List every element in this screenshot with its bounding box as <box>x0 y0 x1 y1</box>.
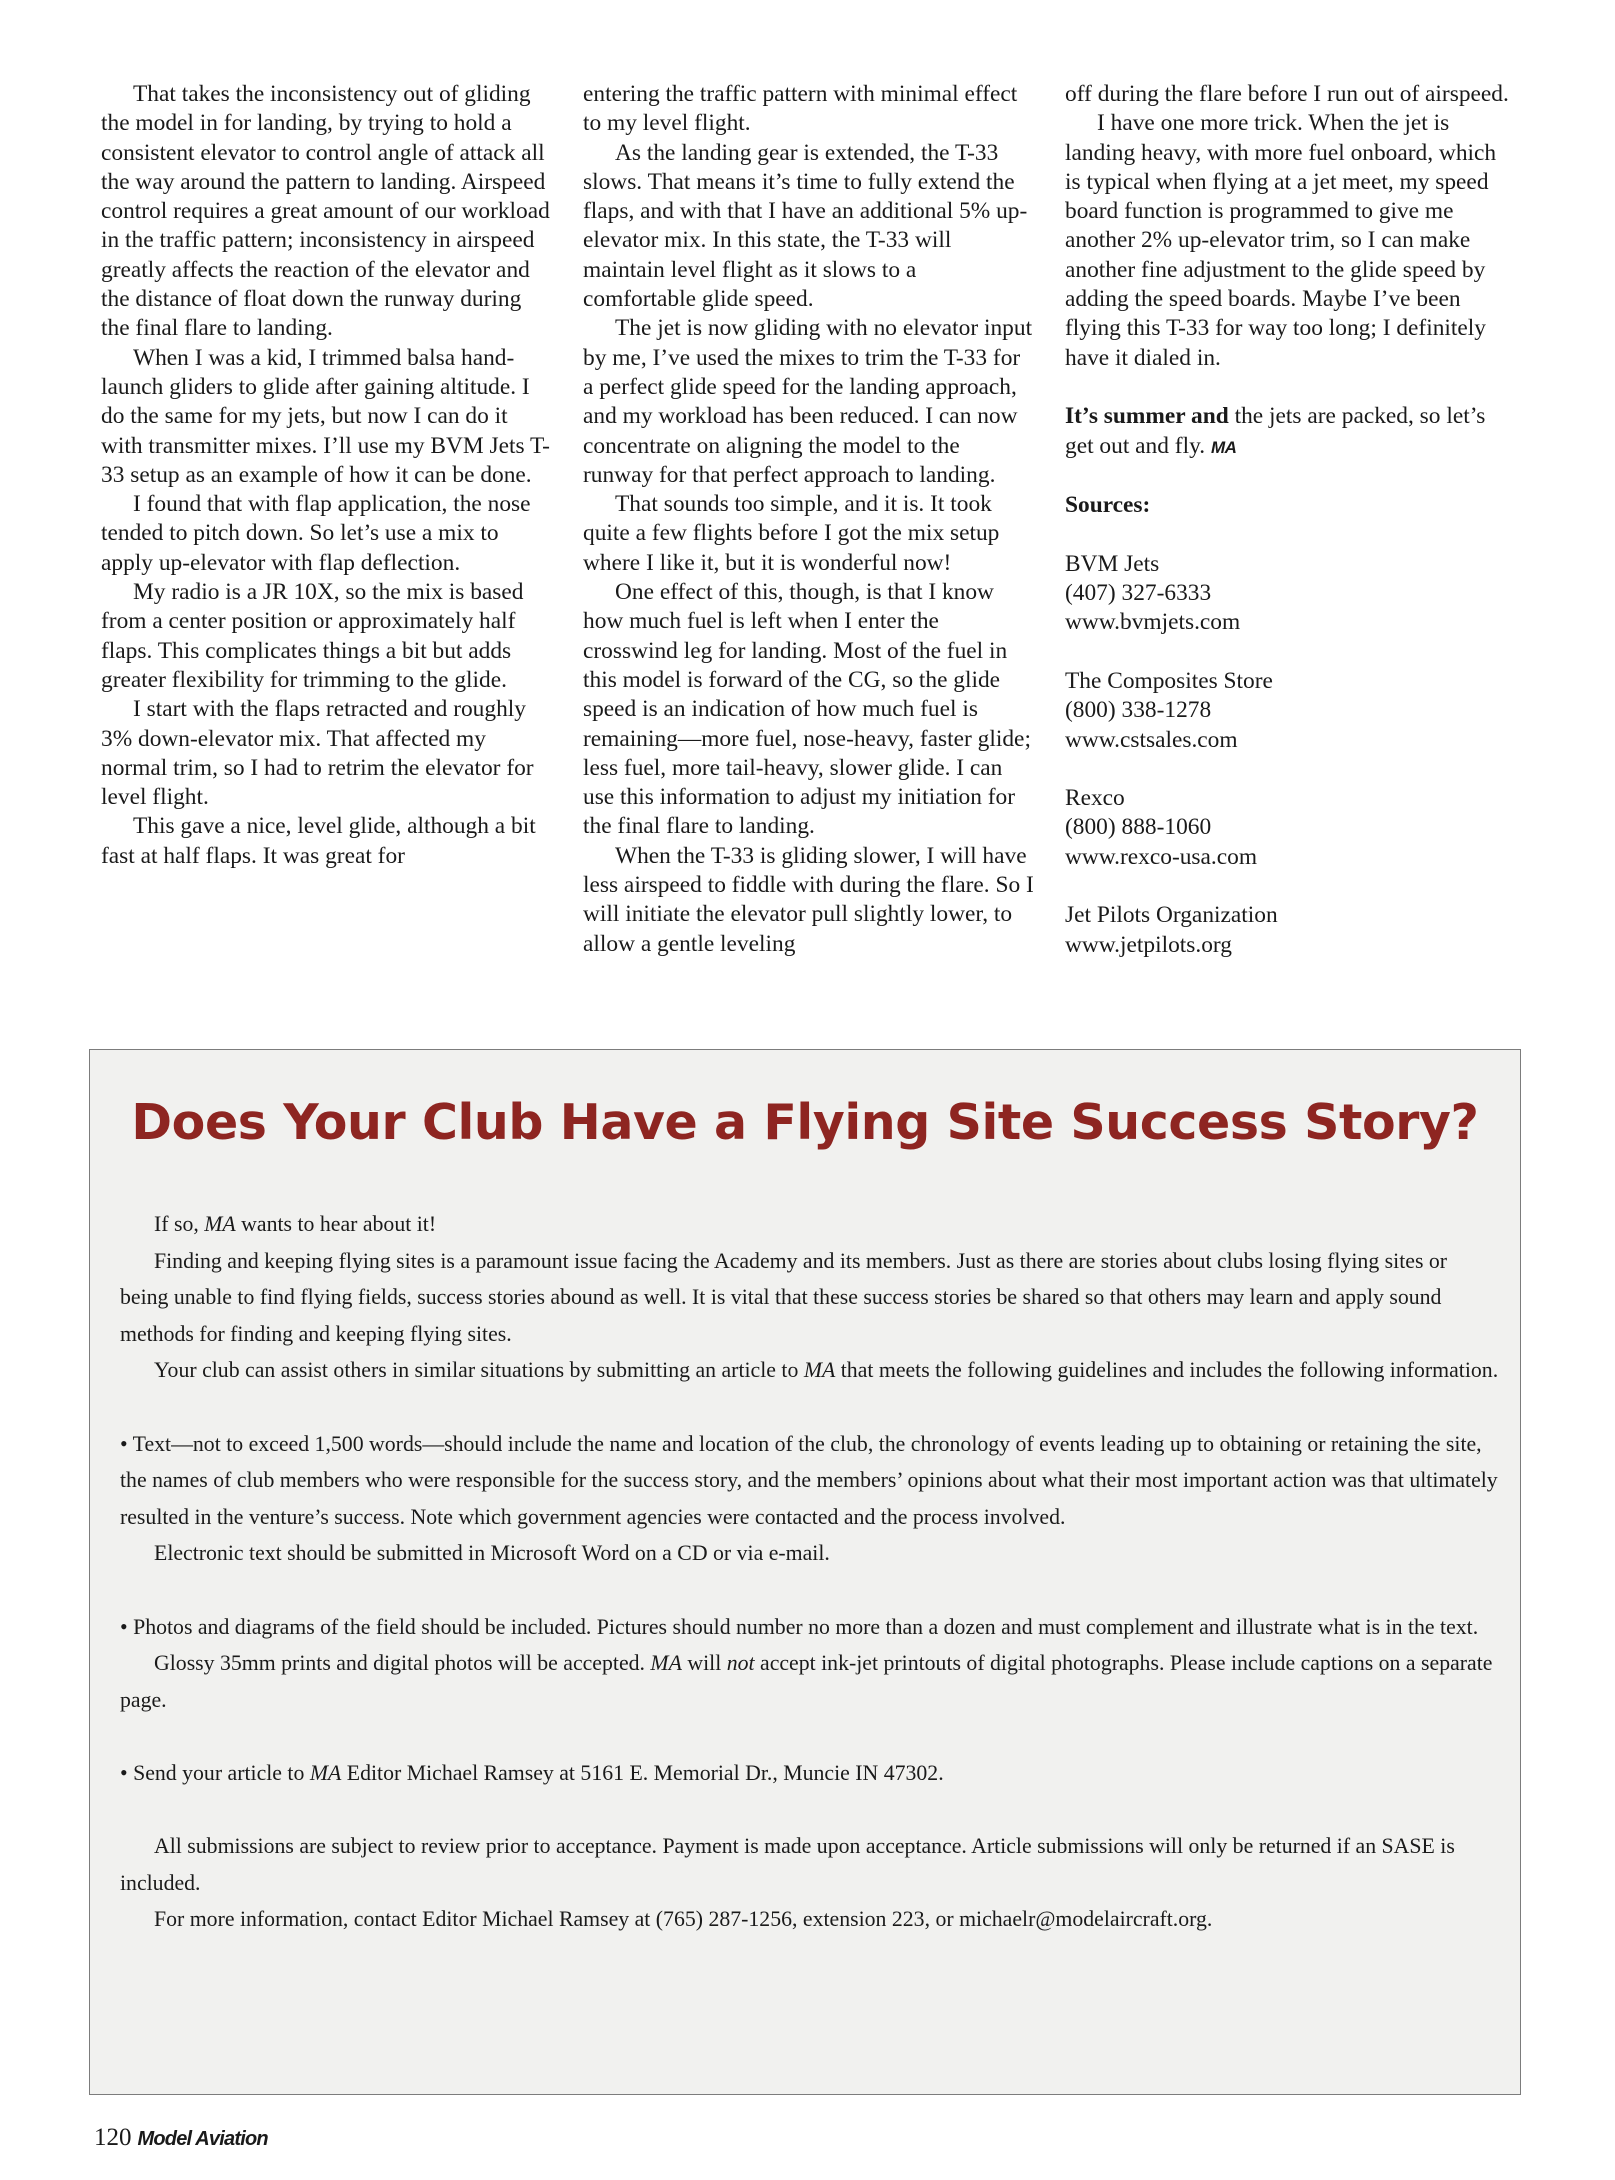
sidebar-paragraph: All submissions are subject to review prior to acceptance. Payment is made upon acceptance. Article submissions will only be returned if an SASE is included. <box>120 1834 1455 1895</box>
source-website: www.jetpilots.org <box>1065 931 1232 958</box>
article-paragraph: That takes the inconsistency out of gliding the model in for landing, by trying to hold a consistent elevator to control angle of attack all the way around the pattern to landing. Airspeed control requires a great amount of our workload in the traffic pattern; inconsistency in airspeed greatly affects the reaction of the elevator and the distance of float down the runway during the final flare to landing. <box>101 81 550 342</box>
sidebar-body <box>120 1206 1500 1938</box>
source-phone: (800) 338-1278 <box>1065 697 1212 724</box>
article-paragraph: As the landing gear is extended, the T-33 slows. That means it’s time to fully extend the flaps, and with that I have an additional 5% up-elevator mix. In this state, the T-33 will maintain level flight as it slows to a comfortable glide speed. <box>583 139 1028 313</box>
source-phone: (800) 888-1060 <box>1065 814 1212 841</box>
page-footer <box>94 2123 268 2154</box>
sidebar-contact-paragraph: For more information, contact Editor Michael Ramsey at (765) 287-1256, extension 223, or michaelr@modelaircraft.org. <box>154 1907 1213 1932</box>
article-paragraph-continued: off during the flare before I run out of airspeed. <box>1065 81 1509 107</box>
source-entry <box>1065 667 1517 755</box>
closing-text: the jets are packed, so let’s get out and fly. <box>1065 403 1486 459</box>
sidebar-bullet-text: • Text—not to exceed 1,500 words—should include the name and location of the club, the chronology of events leading up to obtaining or retaining the site, the names of club members who were responsible for the success story, and the members’ opinions about what their most important action was that ultimately resulted in the venture’s success. Note which government agencies were contacted and the process involved. <box>120 1431 1498 1529</box>
magazine-name: Model Aviation <box>137 2128 268 2150</box>
source-website: www.bvmjets.com <box>1065 609 1241 636</box>
article-paragraph: I have one more trick. When the jet is landing heavy, with more fuel onboard, which is typical when flying at a jet meet, my speed board function is programmed to give me another 2% up-elevator trim, so I can make another fine adjustment to the glide speed by adding the speed boards. Maybe I’ve been flying this T-33 for way too long; I definitely have it dialed in. <box>1065 110 1497 371</box>
article-paragraph: The jet is now gliding with no elevator input by me, I’ve used the mixes to trim the T-33 for a perfect glide speed for the landing approach, and my workload has been reduced. I can now concentrate on aligning the model to the runway for that perfect approach to landing. <box>583 315 1033 488</box>
source-website: www.rexco-usa.com <box>1065 843 1258 870</box>
sidebar-paragraph: If so, MA wants to hear about it! <box>154 1212 437 1236</box>
article-paragraph: When I was a kid, I trimmed balsa hand-launch gliders to glide after gaining altitude. I do the same for my jets, but now I can do it with transmitter mixes. I’ll use my BVM Jets T-33 setup as an example of how it can be done. <box>101 344 550 488</box>
source-name: BVM Jets <box>1065 550 1160 577</box>
article-paragraph: This gave a nice, level glide, although a bit fast at half flaps. It was great for <box>101 813 536 869</box>
closing-paragraph <box>1065 402 1517 462</box>
article-paragraph: I found that with flap application, the nose tended to pitch down. So let’s use a mix to apply up-elevator with flap deflection. <box>101 491 531 576</box>
sidebar-paragraph: Glossy 35mm prints and digital photos will be accepted. MA will not accept ink-jet printouts of digital photographs. Please include captions on a separate page. <box>120 1651 1493 1712</box>
page-number: 120 <box>94 2124 132 2151</box>
article-column-1 <box>101 80 553 871</box>
article-column-2 <box>583 80 1035 959</box>
article-paragraph: One effect of this, though, is that I know how much fuel is left when I enter the crosswind leg for landing. Most of the fuel in this model is forward of the CG, so the glide speed is an indication of how much fuel is remaining—more fuel, nose-heavy, faster glide; less fuel, more tail-heavy, slower glide. I can use this information to adjust my initiation for the final flare to landing. <box>583 579 1031 840</box>
closing-lead-in: It’s summer and <box>1065 403 1229 430</box>
source-name: The Composites Store <box>1065 667 1273 694</box>
source-entry <box>1065 784 1517 872</box>
sidebar-bullet-send: • Send your article to MA Editor Michael Ramsey at 5161 E. Memorial Dr., Muncie IN 47302. <box>120 1760 944 1785</box>
source-entry <box>1065 550 1517 638</box>
source-name: Rexco <box>1065 785 1125 812</box>
source-website: www.cstsales.com <box>1065 726 1238 753</box>
article-paragraph: My radio is a JR 10X, so the mix is based from a center position or approximately half flaps. This complicates things a bit but adds greater flexibility for trimming to the glide. <box>101 579 524 693</box>
article-paragraph: I start with the flaps retracted and roughly 3% down-elevator mix. That affected my normal trim, so I had to retrim the elevator for level flight. <box>101 696 534 811</box>
flying-site-sidebar-box <box>89 1049 1521 2095</box>
sidebar-paragraph: Your club can assist others in similar situations by submitting an article to MA that meets the following guidelines and includes the following information. <box>154 1358 1499 1383</box>
article-column-3 <box>1065 80 1517 960</box>
sidebar-paragraph: Finding and keeping flying sites is a paramount issue facing the Academy and its members. Just as there are stories about clubs losing flying sites or being unable to find flying fields, success stories abound as well. It is vital that these success stories be shared so that others may learn and apply sound methods for finding and keeping flying sites. <box>120 1248 1448 1346</box>
end-of-article-mark: MA <box>1210 437 1237 457</box>
sidebar-bullet-photos: • Photos and diagrams of the field should be included. Pictures should number no more than a dozen and must complement and illustrate what is in the text. <box>120 1614 1479 1639</box>
source-phone: (407) 327-6333 <box>1065 580 1212 607</box>
source-entry <box>1065 901 1517 960</box>
article-paragraph: That sounds too simple, and it is. It took quite a few flights before I got the mix setup where I like it, but it is wonderful now! <box>583 491 1000 576</box>
source-name: Jet Pilots Organization <box>1065 902 1278 929</box>
sidebar-title: Does Your Club Have a Flying Site Success Story? <box>131 1094 1479 1151</box>
sidebar-paragraph: Electronic text should be submitted in Microsoft Word on a CD or via e-mail. <box>154 1541 830 1566</box>
sources-heading: Sources: <box>1065 492 1151 519</box>
article-paragraph-continued: entering the traffic pattern with minimal effect to my level flight. <box>583 81 1018 137</box>
article-paragraph: When the T-33 is gliding slower, I will have less airspeed to fiddle with during the flare. So I will initiate the elevator pull slightly lower, to allow a gentle leveling <box>583 842 1034 957</box>
